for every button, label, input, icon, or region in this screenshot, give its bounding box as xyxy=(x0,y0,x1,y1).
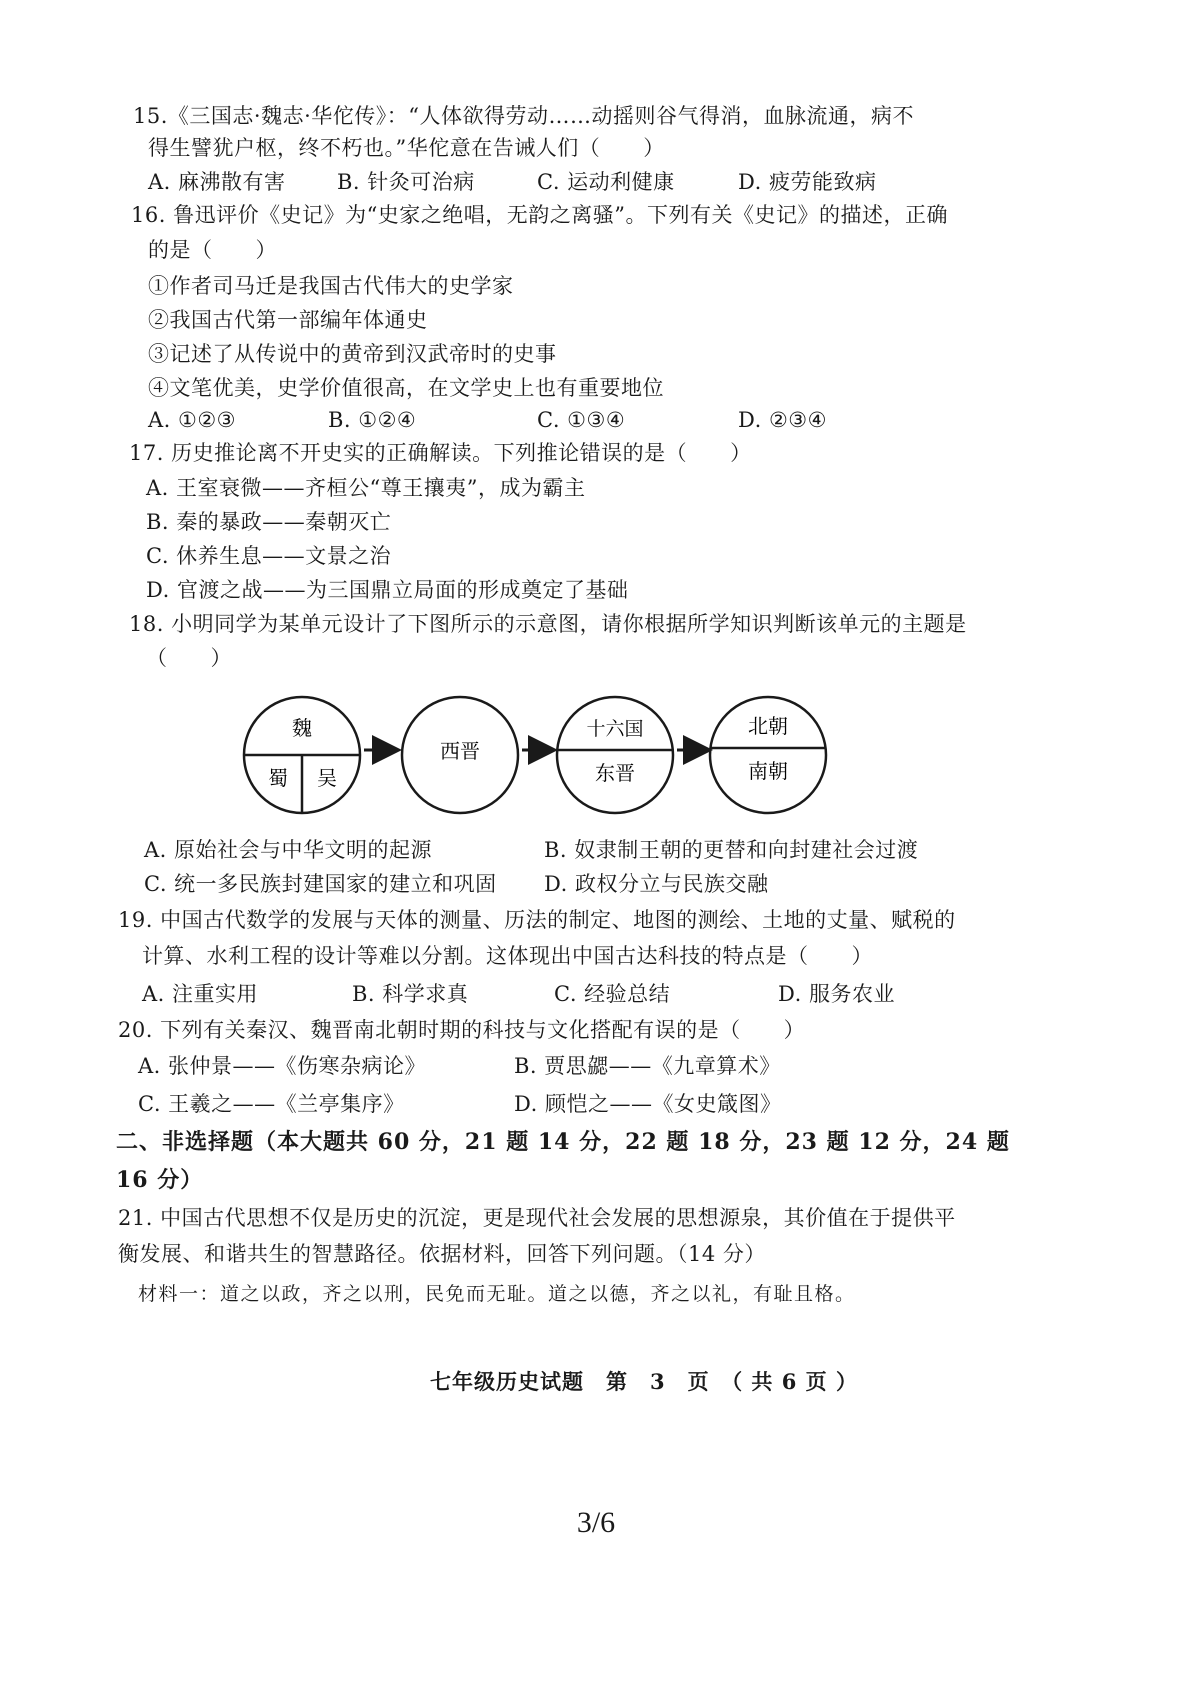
q18-option-b: B. 奴隶制王朝的更替和向封建社会过渡 xyxy=(544,838,919,862)
q19-stem-line1: 19. 中国古代数学的发展与天体的测量、历法的制定、地图的测绘、土地的丈量、赋税的 xyxy=(118,908,956,932)
q17-stem: 17. 历史推论离不开史实的正确解读。下列推论错误的是（ ） xyxy=(129,441,752,465)
q19-option-a: A. 注重实用 xyxy=(142,982,259,1006)
q16-option-b: B. ①②④ xyxy=(328,408,417,432)
q15-option-b: B. 针灸可治病 xyxy=(337,170,475,194)
label-northern-dynasties: 北朝 xyxy=(748,714,788,738)
label-wei: 魏 xyxy=(292,716,312,740)
q21-stem-line2: 衡发展、和谐共生的智慧路径。依据材料，回答下列问题。（14 分） xyxy=(118,1242,766,1266)
circle-western-jin xyxy=(402,697,518,813)
q16-statement-4: ④文笔优美，史学价值很高，在文学史上也有重要地位 xyxy=(148,376,664,400)
q20-stem: 20. 下列有关秦汉、魏晋南北朝时期的科技与文化搭配有误的是（ ） xyxy=(118,1018,806,1042)
label-western-jin: 西晋 xyxy=(440,739,480,763)
label-shu: 蜀 xyxy=(268,766,288,790)
q21-material-1: 材料一：道之以政，齐之以刑，民免而无耻。道之以德，齐之以礼，有耻且格。 xyxy=(138,1283,856,1305)
q16-statement-3: ③记述了从传说中的黄帝到汉武帝时的史事 xyxy=(148,342,557,366)
q18-stem-line1: 18. 小明同学为某单元设计了下图所示的示意图，请你根据所学知识判断该单元的主题是 xyxy=(129,612,967,636)
label-sixteen-kingdoms: 十六国 xyxy=(586,718,644,740)
q17-option-c: C. 休养生息——文景之治 xyxy=(146,544,392,568)
q19-stem-line2: 计算、水利工程的设计等难以分割。这体现出中国古达科技的特点是（ ） xyxy=(142,944,873,968)
q15-option-c: C. 运动利健康 xyxy=(537,170,675,194)
q17-option-a: A. 王室衰微——齐桓公“尊王攘夷”，成为霸主 xyxy=(146,476,586,500)
q16-option-d: D. ②③④ xyxy=(738,408,827,432)
q16-statement-2: ②我国古代第一部编年体通史 xyxy=(148,308,428,332)
q20-option-c: C. 王羲之——《兰亭集序》 xyxy=(138,1092,405,1116)
q18-option-a: A. 原始社会与中华文明的起源 xyxy=(144,838,433,862)
q16-statement-1: ①作者司马迁是我国古代伟大的史学家 xyxy=(148,274,514,298)
q16-stem-line2: 的是（ ） xyxy=(148,238,277,262)
q20-option-b: B. 贾思勰——《九章算术》 xyxy=(514,1054,781,1078)
q17-option-d: D. 官渡之战——为三国鼎立局面的形成奠定了基础 xyxy=(146,578,629,602)
q18-option-d: D. 政权分立与民族交融 xyxy=(544,872,769,896)
q19-option-d: D. 服务农业 xyxy=(778,982,895,1006)
q18-option-c: C. 统一多民族封建国家的建立和巩固 xyxy=(144,872,497,896)
circle-three-kingdoms xyxy=(244,697,360,813)
q16-option-a: A. ①②③ xyxy=(148,408,236,432)
circle-sixteen-kingdoms-eastern-jin xyxy=(557,697,673,813)
q15-stem-line1: 15.《三国志·魏志·华佗传》：“人体欲得劳动……动摇则谷气得消，血脉流通，病不 xyxy=(133,104,914,128)
label-southern-dynasties: 南朝 xyxy=(748,759,788,783)
section2-heading-line1: 二、非选择题（本大题共 60 分，21 题 14 分，22 题 18 分，23 题 12 分，24 题 xyxy=(116,1129,1010,1155)
q16-option-c: C. ①③④ xyxy=(537,408,626,432)
page-footer-label: 七年级历史试题 第 3 页 （ 共 6 页 ） xyxy=(430,1369,858,1394)
q19-option-c: C. 经验总结 xyxy=(554,982,671,1006)
page-number: 3/6 xyxy=(576,1506,616,1539)
dynasty-flow-diagram xyxy=(230,680,850,830)
section2-heading-line2: 16 分） xyxy=(116,1167,204,1193)
q19-option-b: B. 科学求真 xyxy=(352,982,469,1006)
q20-option-a: A. 张仲景——《伤寒杂病论》 xyxy=(138,1054,427,1078)
q15-option-d: D. 疲劳能致病 xyxy=(738,170,877,194)
label-wu: 吴 xyxy=(317,766,337,790)
q17-option-b: B. 秦的暴政——秦朝灭亡 xyxy=(146,510,392,534)
label-eastern-jin: 东晋 xyxy=(595,761,635,785)
q15-option-a: A. 麻沸散有害 xyxy=(148,170,286,194)
q15-stem-line2: 得生譬犹户枢，终不朽也。”华佗意在告诫人们（ ） xyxy=(148,136,665,160)
q16-stem-line1: 16. 鲁迅评价《史记》为“史家之绝唱，无韵之离骚”。下列有关《史记》的描述，正确 xyxy=(131,203,949,227)
circle-northern-southern-dynasties xyxy=(710,697,826,813)
q20-option-d: D. 顾恺之——《女史箴图》 xyxy=(514,1092,782,1116)
q21-stem-line1: 21. 中国古代思想不仅是历史的沉淀，更是现代社会发展的思想源泉，其价值在于提供平 xyxy=(118,1206,956,1230)
q18-stem-line2: （ ） xyxy=(146,646,232,670)
